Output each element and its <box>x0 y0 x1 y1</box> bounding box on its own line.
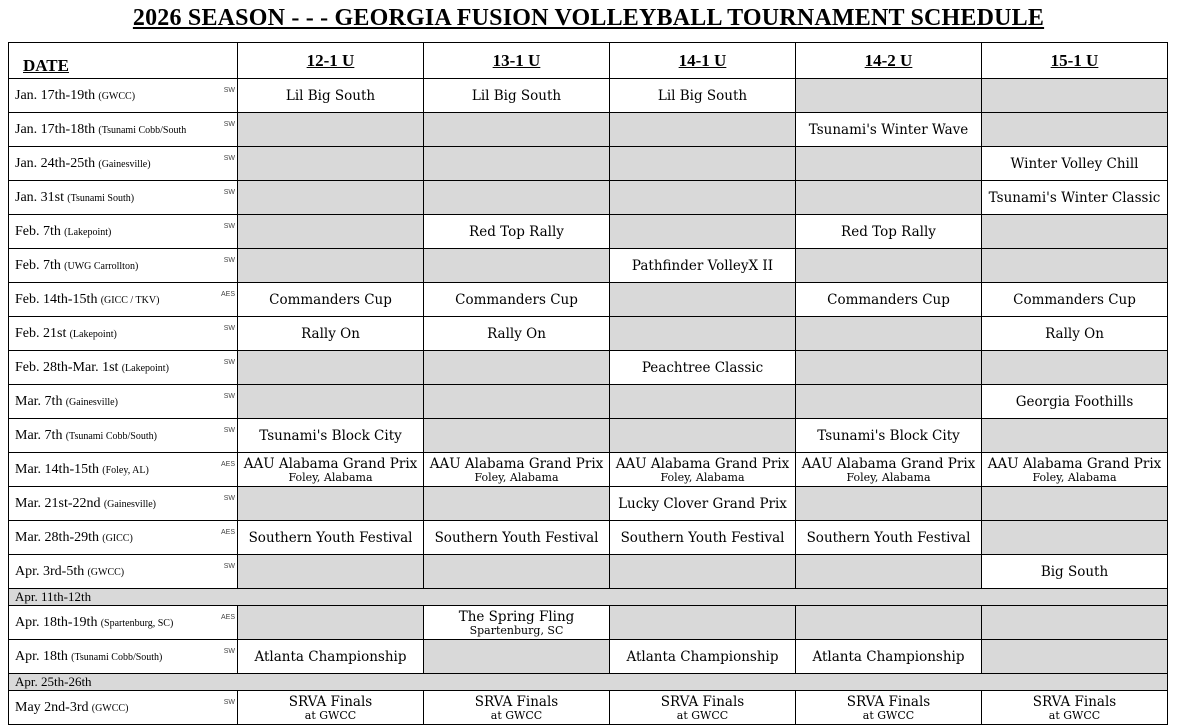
event-cell <box>424 453 610 487</box>
event-cell <box>796 453 982 487</box>
event-name: Tsunami's Block City <box>259 427 402 444</box>
empty-cell <box>610 147 796 181</box>
event-location: Spartenburg, SC <box>469 623 564 637</box>
event-name: Rally On <box>1045 325 1104 342</box>
event-cell <box>796 640 982 674</box>
event-name: Lil Big South <box>657 87 748 104</box>
event-cell <box>796 691 982 725</box>
event-name: Atlanta Championship <box>626 648 779 665</box>
date-text: May 2nd-3rd <box>15 700 89 715</box>
region-code: SW <box>223 257 235 264</box>
schedule-row <box>9 453 1168 487</box>
location-text: (Gainesville) <box>65 397 118 408</box>
schedule-row <box>9 521 1168 555</box>
date-cell <box>9 317 238 351</box>
empty-cell <box>796 317 982 351</box>
date-text: Feb. 21st <box>15 326 67 341</box>
event-name: Red Top Rally <box>469 223 564 240</box>
event-name: Commanders Cup <box>1013 291 1136 308</box>
schedule-row <box>9 113 1168 147</box>
schedule-row <box>9 487 1168 521</box>
empty-cell <box>238 385 424 419</box>
event-name: SRVA Finals <box>1032 693 1117 710</box>
empty-cell <box>796 79 982 113</box>
event-cell <box>424 521 610 555</box>
event-cell <box>238 640 424 674</box>
date-text: Jan. 17th-19th <box>15 88 96 103</box>
event-name: Peachtree Classic <box>641 359 764 376</box>
empty-cell <box>238 181 424 215</box>
schedule-row <box>9 640 1168 674</box>
event-cell <box>424 215 610 249</box>
region-code: SW <box>223 563 235 570</box>
empty-cell <box>424 351 610 385</box>
event-cell <box>610 691 796 725</box>
date-text: Apr. 18th-19th <box>15 615 98 630</box>
empty-cell <box>238 249 424 283</box>
event-location: at GWCC <box>490 708 543 722</box>
event-cell <box>238 521 424 555</box>
event-location: at GWCC <box>862 708 915 722</box>
empty-cell <box>610 317 796 351</box>
date-cell <box>9 181 238 215</box>
empty-cell <box>238 215 424 249</box>
event-name: AAU Alabama Grand Prix <box>429 455 604 472</box>
empty-cell <box>424 555 610 589</box>
schedule-row <box>9 147 1168 181</box>
date-cell <box>9 487 238 521</box>
date-cell <box>9 79 238 113</box>
schedule-row <box>9 317 1168 351</box>
event-name: Tsunami's Winter Classic <box>988 189 1161 206</box>
team-header: 14-1 U <box>610 43 796 79</box>
date-text: Feb. 7th <box>15 258 61 273</box>
date-cell <box>9 113 238 147</box>
region-code: SW <box>223 155 235 162</box>
empty-cell <box>610 606 796 640</box>
event-location: Foley, Alabama <box>660 470 745 484</box>
location-text: (Foley, AL) <box>102 465 149 476</box>
empty-cell <box>610 283 796 317</box>
event-name: Big South <box>1040 563 1109 580</box>
schedule-row <box>9 606 1168 640</box>
event-cell <box>610 79 796 113</box>
date-text: Feb. 28th-Mar. 1st <box>15 360 119 375</box>
date-text: Apr. 3rd-5th <box>15 564 85 579</box>
region-code: SW <box>223 427 235 434</box>
event-name: Tsunami's Winter Wave <box>808 121 969 138</box>
schedule-row <box>9 181 1168 215</box>
schedule-row <box>9 215 1168 249</box>
region-code: SW <box>223 648 235 655</box>
region-code: AES <box>220 461 235 468</box>
date-cell <box>9 385 238 419</box>
event-cell <box>982 555 1168 589</box>
location-text: (Tsunami South) <box>67 193 135 204</box>
empty-cell <box>610 215 796 249</box>
region-code: SW <box>223 495 235 502</box>
event-cell <box>238 79 424 113</box>
date-text: Apr. 11th-12th <box>15 589 92 604</box>
team-header: 13-1 U <box>424 43 610 79</box>
empty-cell <box>424 640 610 674</box>
event-cell <box>610 453 796 487</box>
event-name: SRVA Finals <box>846 693 931 710</box>
event-name: Commanders Cup <box>269 291 392 308</box>
location-text: (Lakepoint) <box>69 329 117 340</box>
event-name: The Spring Fling <box>458 608 575 625</box>
region-code: SW <box>223 189 235 196</box>
empty-cell <box>796 385 982 419</box>
event-location: at GWCC <box>676 708 729 722</box>
event-name: SRVA Finals <box>474 693 559 710</box>
empty-cell <box>238 113 424 147</box>
event-location: Foley, Alabama <box>474 470 559 484</box>
empty-cell <box>982 79 1168 113</box>
date-text: Feb. 14th-15th <box>15 292 98 307</box>
empty-cell <box>982 351 1168 385</box>
location-text: (Spartenburg, SC) <box>100 618 174 629</box>
empty-cell <box>982 487 1168 521</box>
empty-cell <box>610 555 796 589</box>
date-text: Apr. 18th <box>15 649 68 664</box>
empty-cell <box>424 249 610 283</box>
empty-cell <box>238 555 424 589</box>
date-text: Apr. 25th-26th <box>15 674 92 689</box>
region-code: SW <box>223 325 235 332</box>
date-cell <box>9 215 238 249</box>
event-location: Foley, Alabama <box>288 470 373 484</box>
location-text: (Gainesville) <box>103 499 157 510</box>
event-name: SRVA Finals <box>660 693 745 710</box>
empty-cell <box>238 351 424 385</box>
date-cell <box>9 351 238 385</box>
location-text: (Tsunami Cobb/South) <box>71 652 163 663</box>
region-code: SW <box>223 87 235 94</box>
empty-cell <box>982 215 1168 249</box>
empty-cell <box>610 113 796 147</box>
date-cell <box>9 606 238 640</box>
empty-cell <box>796 555 982 589</box>
event-cell <box>796 419 982 453</box>
region-code: SW <box>223 223 235 230</box>
date-cell <box>9 691 238 725</box>
date-text: Feb. 7th <box>15 224 61 239</box>
date-text: Mar. 14th-15th <box>15 462 99 477</box>
location-text: (Tsunami Cobb/South) <box>65 431 157 442</box>
event-cell <box>424 317 610 351</box>
empty-cell <box>982 113 1168 147</box>
event-name: Pathfinder VolleyX II <box>631 257 774 274</box>
location-text: (Lakepoint) <box>121 363 169 374</box>
event-cell <box>610 487 796 521</box>
event-cell <box>610 249 796 283</box>
event-cell <box>424 606 610 640</box>
team-header: 14-2 U <box>796 43 982 79</box>
schedule-row <box>9 555 1168 589</box>
schedule-row <box>9 79 1168 113</box>
date-cell <box>9 589 1168 606</box>
event-cell <box>796 215 982 249</box>
date-header: DATE <box>9 43 238 79</box>
location-text: (GWCC) <box>87 567 125 578</box>
event-name: Southern Youth Festival <box>620 529 785 546</box>
event-name: Atlanta Championship <box>812 648 965 665</box>
empty-cell <box>424 181 610 215</box>
date-cell <box>9 147 238 181</box>
date-cell <box>9 674 1168 691</box>
event-cell <box>796 521 982 555</box>
location-text: (UWG Carrollton) <box>64 261 139 272</box>
empty-cell <box>424 113 610 147</box>
team-header: 15-1 U <box>982 43 1168 79</box>
event-name: Winter Volley Chill <box>1010 155 1139 172</box>
date-text: Mar. 21st-22nd <box>15 496 101 511</box>
empty-cell <box>610 419 796 453</box>
schedule-row <box>9 385 1168 419</box>
event-name: Southern Youth Festival <box>806 529 971 546</box>
location-text: (GICC / TKV) <box>100 295 160 306</box>
event-name: Rally On <box>487 325 546 342</box>
schedule-row <box>9 691 1168 725</box>
location-text: (GWCC) <box>98 91 136 102</box>
event-cell <box>982 181 1168 215</box>
empty-cell <box>424 487 610 521</box>
event-cell <box>982 385 1168 419</box>
event-cell <box>238 691 424 725</box>
event-cell <box>424 79 610 113</box>
empty-cell <box>796 181 982 215</box>
date-cell <box>9 555 238 589</box>
event-location: at GWCC <box>1048 708 1101 722</box>
event-name: Georgia Foothills <box>1015 393 1134 410</box>
event-name: AAU Alabama Grand Prix <box>987 455 1162 472</box>
region-code: SW <box>223 699 235 706</box>
empty-cell <box>796 147 982 181</box>
page-title: 2026 SEASON - - - GEORGIA FUSION VOLLEYBALL TOURNAMENT SCHEDULE <box>132 5 1045 31</box>
location-text: (Gainesville) <box>98 159 151 170</box>
event-name: SRVA Finals <box>288 693 373 710</box>
region-code: AES <box>220 614 235 621</box>
event-name: Commanders Cup <box>827 291 950 308</box>
event-name: Rally On <box>301 325 360 342</box>
empty-cell <box>982 419 1168 453</box>
event-cell <box>238 283 424 317</box>
event-location: at GWCC <box>304 708 357 722</box>
event-name: Lil Big South <box>471 87 562 104</box>
event-cell <box>424 691 610 725</box>
empty-cell <box>238 606 424 640</box>
event-name: Atlanta Championship <box>254 648 407 665</box>
event-name: Southern Youth Festival <box>248 529 413 546</box>
empty-cell <box>796 249 982 283</box>
empty-cell <box>238 147 424 181</box>
date-cell <box>9 419 238 453</box>
event-cell <box>238 317 424 351</box>
empty-cell <box>796 351 982 385</box>
region-code: AES <box>220 529 235 536</box>
event-location: Foley, Alabama <box>846 470 931 484</box>
date-text: Jan. 24th-25th <box>15 156 96 171</box>
region-code: SW <box>223 359 235 366</box>
event-location: Foley, Alabama <box>1032 470 1117 484</box>
event-name: Southern Youth Festival <box>434 529 599 546</box>
empty-cell <box>982 606 1168 640</box>
empty-cell <box>610 385 796 419</box>
date-text: Jan. 31st <box>15 190 64 205</box>
schedule-row <box>9 283 1168 317</box>
event-cell <box>982 453 1168 487</box>
region-code: SW <box>223 393 235 400</box>
date-text: Mar. 7th <box>15 394 63 409</box>
empty-cell <box>238 487 424 521</box>
event-cell <box>796 113 982 147</box>
event-cell <box>238 453 424 487</box>
empty-cell <box>424 147 610 181</box>
location-text: (GWCC) <box>91 703 129 714</box>
date-cell <box>9 249 238 283</box>
event-name: Lil Big South <box>285 87 376 104</box>
schedule-row <box>9 249 1168 283</box>
team-header: 12-1 U <box>238 43 424 79</box>
event-name: AAU Alabama Grand Prix <box>243 455 418 472</box>
schedule-row <box>9 351 1168 385</box>
event-cell <box>982 283 1168 317</box>
date-text: Jan. 17th-18th <box>15 122 96 137</box>
empty-cell <box>610 181 796 215</box>
empty-cell <box>796 606 982 640</box>
event-cell <box>610 521 796 555</box>
date-cell <box>9 453 238 487</box>
event-name: Tsunami's Block City <box>817 427 960 444</box>
empty-cell <box>424 385 610 419</box>
event-name: AAU Alabama Grand Prix <box>615 455 790 472</box>
location-text: (GICC) <box>102 533 133 544</box>
week-off-row <box>9 589 1168 606</box>
schedule-table <box>8 42 1168 725</box>
event-cell <box>424 283 610 317</box>
event-cell <box>796 283 982 317</box>
event-cell <box>610 351 796 385</box>
empty-cell <box>982 640 1168 674</box>
schedule-row <box>9 419 1168 453</box>
empty-cell <box>982 249 1168 283</box>
event-cell <box>982 317 1168 351</box>
empty-cell <box>796 487 982 521</box>
week-off-row <box>9 674 1168 691</box>
date-text: Mar. 7th <box>15 428 63 443</box>
date-text: Mar. 28th-29th <box>15 530 99 545</box>
event-name: Commanders Cup <box>455 291 578 308</box>
event-name: Red Top Rally <box>841 223 936 240</box>
date-cell <box>9 283 238 317</box>
location-text: (Tsunami Cobb/South <box>98 125 187 136</box>
region-code: SW <box>223 121 235 128</box>
event-name: Lucky Clover Grand Prix <box>618 495 787 512</box>
date-cell <box>9 640 238 674</box>
event-cell <box>610 640 796 674</box>
event-cell <box>982 691 1168 725</box>
header-row <box>9 43 1168 79</box>
date-cell <box>9 521 238 555</box>
location-text: (Lakepoint) <box>64 227 112 238</box>
empty-cell <box>424 419 610 453</box>
region-code: AES <box>220 291 235 298</box>
event-cell <box>238 419 424 453</box>
event-name: AAU Alabama Grand Prix <box>801 455 976 472</box>
event-cell <box>982 147 1168 181</box>
empty-cell <box>982 521 1168 555</box>
